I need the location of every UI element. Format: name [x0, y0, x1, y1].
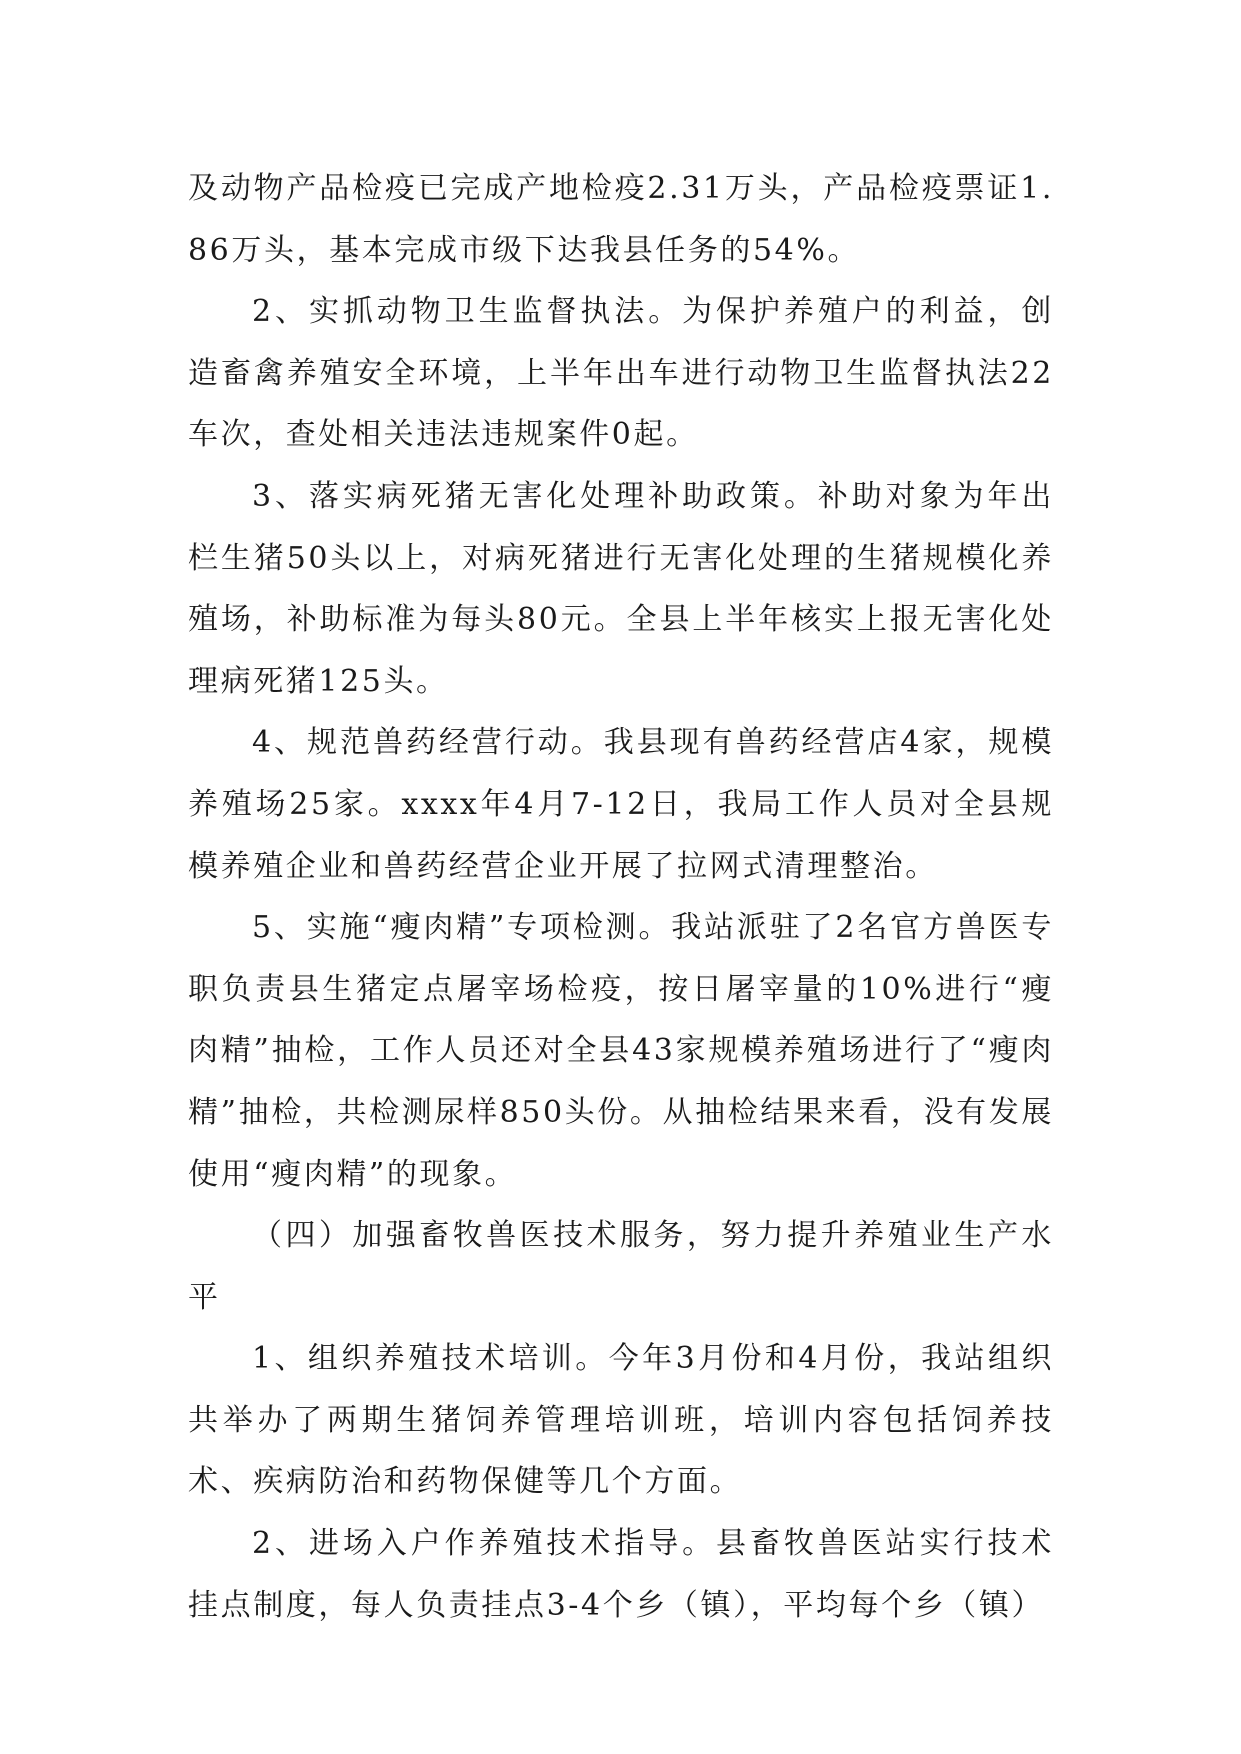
paragraph-item-1-training: 1、组织养殖技术培训。今年3月份和4月份，我站组织共举办了两期生猪饲养管理培训班，培训内容包括饲养技术、疾病防治和药物保健等几个方面。	[188, 1341, 1054, 1500]
paragraph-continuation: 及动物产品检疫已完成产地检疫2.31万头，产品检疫票证1.86万头，基本完成市级下达我县任务的54%。	[188, 171, 1054, 268]
paragraph-item-2-guidance: 2、进场入户作养殖技术指导。县畜牧兽医站实行技术挂点制度，每人负责挂点3-4个乡（镇），平均每个乡（镇）	[188, 1526, 1054, 1623]
paragraph-item-3-subsidy: 3、落实病死猪无害化处理补助政策。补助对象为年出栏生猪50头以上，对病死猪进行无害化处理的生猪规模化养殖场，补助标准为每头80元。全县上半年核实上报无害化处理病死猪125头。	[188, 478, 1054, 699]
section-heading-4: （四）加强畜牧兽医技术服务，努力提升养殖业生产水平	[188, 1218, 1054, 1315]
paragraph-item-4-vet-drugs: 4、规范兽药经营行动。我县现有兽药经营店4家，规模养殖场25家。xxxx年4月7-12日，我局工作人员对全县规模养殖企业和兽药经营企业开展了拉网式清理整治。	[188, 725, 1054, 884]
paragraph-item-5-testing: 5、实施“瘦肉精”专项检测。我站派驻了2名官方兽医专职负责县生猪定点屠宰场检疫，按日屠宰量的10%进行“瘦肉精”抽检，工作人员还对全县43家规模养殖场进行了“瘦肉精”抽检，共检测尿样850头份。从抽检结果来看，没有发展使用“瘦肉精”的现象。	[188, 910, 1054, 1192]
document-body	[188, 158, 1054, 1636]
paragraph-item-2-supervision: 2、实抓动物卫生监督执法。为保护养殖户的利益，创造畜禽养殖安全环境，上半年出车进行动物卫生监督执法22车次，查处相关违法违规案件0起。	[188, 294, 1054, 453]
